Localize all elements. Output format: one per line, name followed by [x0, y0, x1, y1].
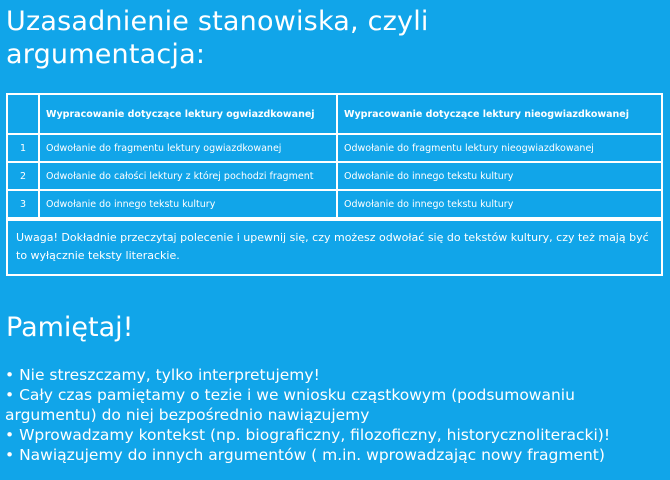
title-line-1: Uzasadnienie stanowiska, czyli	[6, 6, 429, 37]
row-number: 2	[8, 162, 39, 190]
row-cell-nieogwiazdkowanej: Odwołanie do fragmentu lektury nieogwiazdkowanej	[337, 134, 661, 162]
list-item: • Nie streszczamy, tylko interpretujemy!	[5, 366, 320, 384]
list-item: • Wprowadzamy kontekst (np. biograficzny, filozoficzny, historycznoliteracki)!	[5, 426, 611, 444]
row-cell-ogwiazdkowanej: Odwołanie do całości lektury z której pochodzi fragment	[39, 162, 337, 190]
table-note: Uwaga! Dokładnie przeczytaj polecenie i upewnij się, czy możesz odwołać się do tekstów kultury, czy też mają być to wyłącznie teksty literackie.	[8, 219, 661, 274]
table-header-row	[8, 95, 661, 134]
table-row	[8, 134, 661, 162]
row-cell-nieogwiazdkowanej: Odwołanie do innego tekstu kultury	[337, 190, 661, 218]
argument-table	[6, 93, 663, 276]
title-line-2: argumentacja:	[6, 39, 206, 70]
row-number: 1	[8, 134, 39, 162]
table-row	[8, 190, 661, 218]
row-cell-ogwiazdkowanej: Odwołanie do fragmentu lektury ogwiazdkowanej	[39, 134, 337, 162]
table-row	[8, 162, 661, 190]
row-number: 3	[8, 190, 39, 218]
page-title	[6, 5, 429, 71]
row-cell-nieogwiazdkowanej: Odwołanie do innego tekstu kultury	[337, 162, 661, 190]
remember-heading: Pamiętaj!	[6, 312, 134, 343]
list-item: • Cały czas pamiętamy o tezie i we wniosku cząstkowym (podsumowaniu argumentu) do niej bezpośrednio nawiązujemy	[5, 386, 575, 424]
list-item: • Nawiązujemy do innych argumentów ( m.in. wprowadzając nowy fragment)	[5, 446, 605, 464]
row-cell-ogwiazdkowanej: Odwołanie do innego tekstu kultury	[39, 190, 337, 218]
header-nieogwiazdkowanej: Wypracowanie dotyczące lektury nieogwiazdkowanej	[337, 95, 661, 134]
header-num	[8, 95, 39, 134]
reminder-list	[5, 365, 667, 465]
header-ogwiazdkowanej: Wypracowanie dotyczące lektury ogwiazdkowanej	[39, 95, 337, 134]
